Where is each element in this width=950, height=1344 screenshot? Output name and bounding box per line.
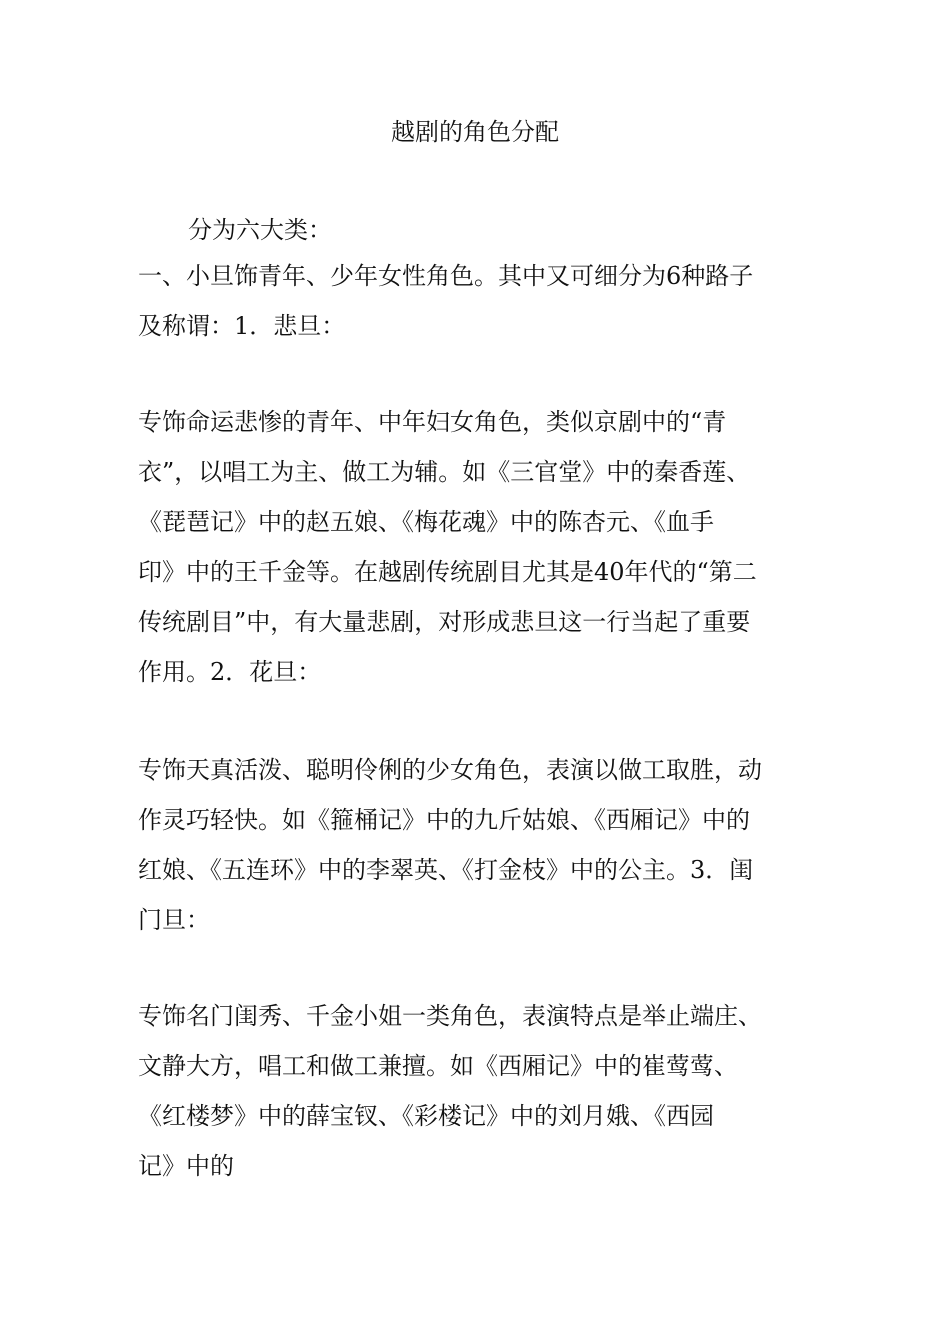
document-title: 越剧的角色分配	[391, 118, 559, 146]
paragraph-line: 一、小旦饰青年、少年女性角色。其中又可细分为6种路子	[138, 262, 754, 290]
paragraph-line: 传统剧目”中，有大量悲剧，对形成悲旦这一行当起了重要	[138, 608, 751, 636]
paragraph-line: 衣”，以唱工为主、做工为辅。如《三官堂》中的秦香莲、	[138, 458, 751, 486]
paragraph-line: 专饰名门闺秀、千金小姐一类角色，表演特点是举止端庄、	[138, 1002, 762, 1030]
paragraph-line: 专饰天真活泼、聪明伶俐的少女角色，表演以做工取胜，动	[138, 756, 762, 784]
paragraph-line: 红娘、《五连环》中的李翠英、《打金枝》中的公主。3．闺	[138, 856, 754, 884]
paragraph-line: 分为六大类：	[188, 216, 332, 244]
paragraph-line: 文静大方，唱工和做工兼擅。如《西厢记》中的崔莺莺、	[138, 1052, 738, 1080]
paragraph-line: 作用。2．花旦：	[138, 658, 322, 686]
paragraph-line: 印》中的王千金等。在越剧传统剧目尤其是40年代的“第二	[138, 558, 757, 586]
paragraph-line: 记》中的	[138, 1152, 234, 1180]
paragraph-line: 门旦：	[138, 906, 210, 934]
paragraph-line: 《琵琶记》中的赵五娘、《梅花魂》中的陈杏元、《血手	[138, 508, 714, 536]
paragraph-line: 及称谓：1．悲旦：	[138, 312, 346, 340]
paragraph-line: 作灵巧轻快。如《箍桶记》中的九斤姑娘、《西厢记》中的	[138, 806, 750, 834]
paragraph-line: 专饰命运悲惨的青年、中年妇女角色，类似京剧中的“青	[138, 408, 727, 436]
paragraph-line: 《红楼梦》中的薛宝钗、《彩楼记》中的刘月娥、《西园	[138, 1102, 714, 1130]
